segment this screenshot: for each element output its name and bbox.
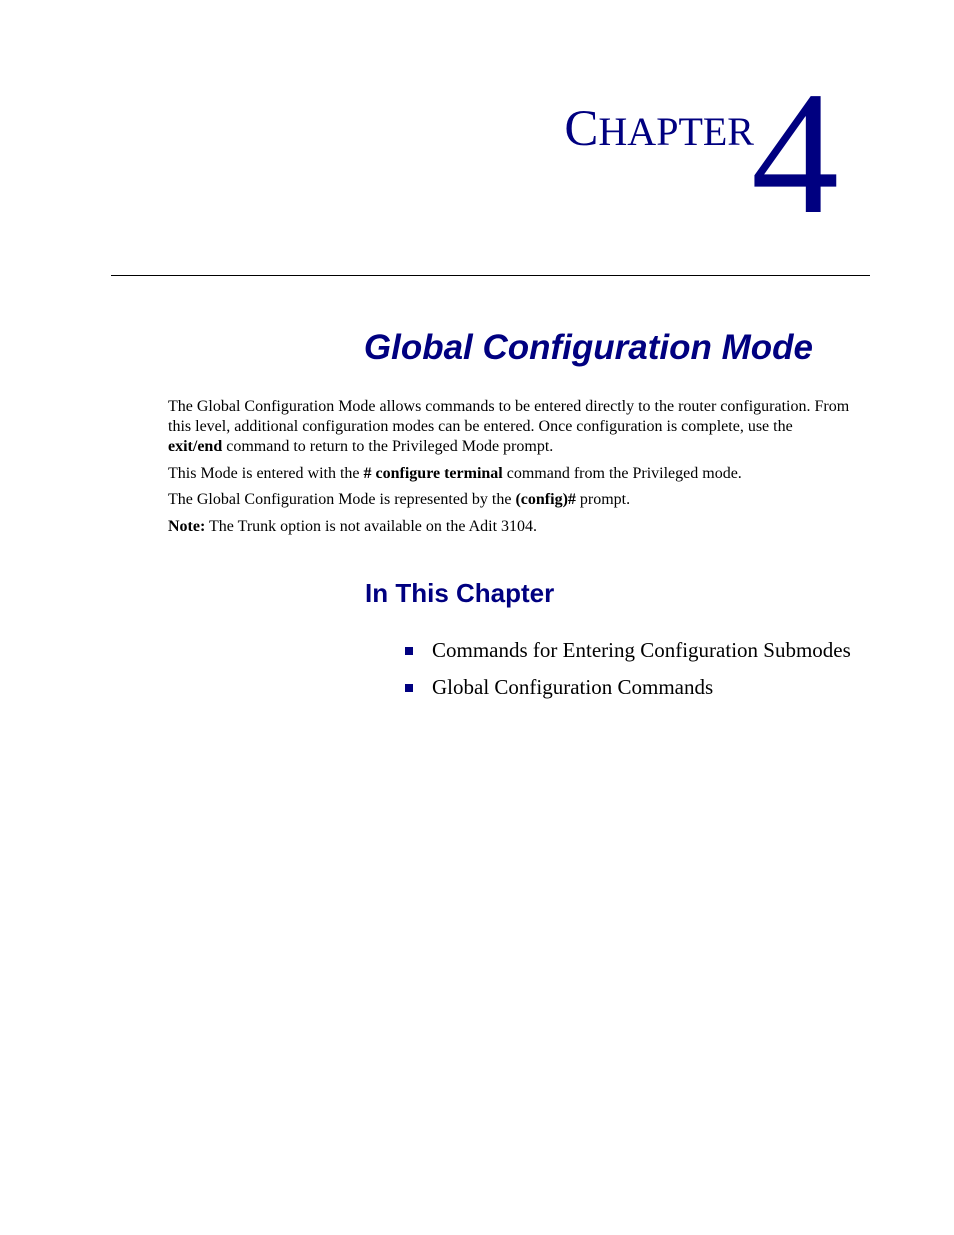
intro-paragraph-2-head: This Mode is entered with the	[168, 464, 364, 482]
config-prompt: (config)#	[515, 491, 576, 508]
exit-end-command: exit/end	[168, 438, 223, 455]
chapter-contents-list	[405, 632, 851, 706]
intro-paragraph-1-tail: command to return to the Privileged Mode prompt.	[222, 438, 554, 455]
intro-paragraph-2-tail: command from the Privileged mode.	[502, 464, 742, 482]
intro-paragraph-3	[168, 490, 873, 510]
list-item[interactable]	[405, 632, 851, 669]
intro-paragraph-1-text: The Global Configuration Mode allows commands to be entered directly to the router configuration. From this level, additional configuration modes can be entered. Once configuration is complete, use the	[168, 398, 850, 435]
chapter-label-first-letter: C	[564, 101, 599, 157]
intro-paragraph-2	[168, 464, 873, 484]
note-text: The Trunk option is not available on the Adit 3104.	[205, 517, 538, 535]
square-bullet-icon	[405, 647, 413, 655]
header-divider	[111, 275, 870, 276]
note-paragraph	[168, 517, 873, 537]
toc-link-commands-for-entering-submodes[interactable]: Commands for Entering Configuration Submodes	[432, 638, 851, 662]
configure-terminal-command: # configure terminal	[363, 464, 503, 482]
intro-paragraph-1	[168, 397, 873, 457]
intro-paragraph-3-head: The Global Configuration Mode is represented by the	[168, 491, 516, 508]
intro-paragraph-3-tail: prompt.	[575, 491, 631, 508]
square-bullet-icon	[405, 684, 413, 692]
list-item[interactable]	[405, 669, 851, 706]
chapter-number: 4	[751, 56, 839, 251]
page-title: Global Configuration Mode	[363, 328, 813, 367]
intro-text	[168, 397, 873, 543]
note-label: Note:	[168, 517, 206, 535]
chapter-label	[564, 101, 754, 157]
toc-link-global-configuration-commands[interactable]: Global Configuration Commands	[432, 675, 714, 699]
chapter-label-rest: HAPTER	[598, 109, 754, 154]
section-heading: In This Chapter	[365, 578, 555, 608]
